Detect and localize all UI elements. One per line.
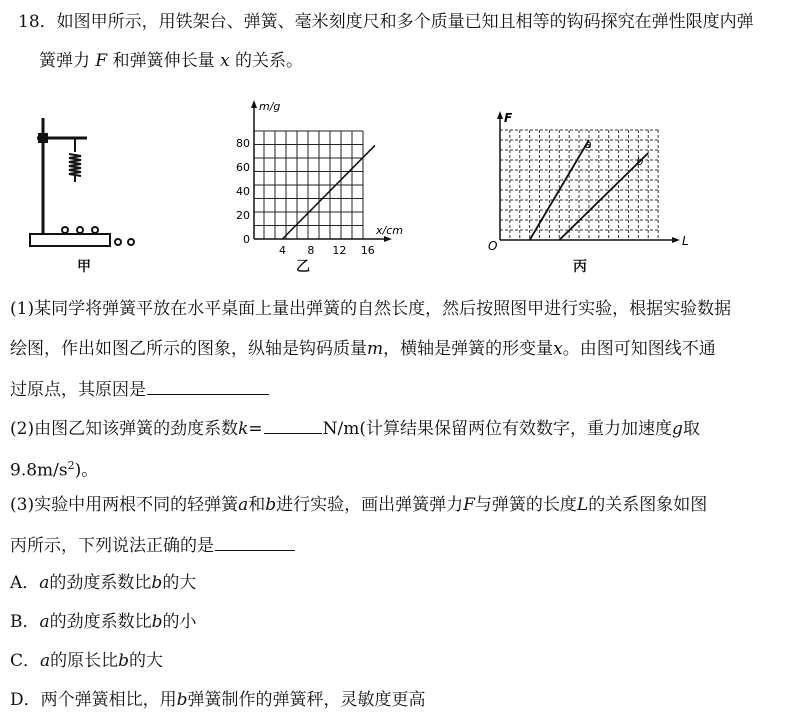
- part2-line2: $9.8m/s^2$)。: [10, 459, 99, 481]
- y-axis-label: m/g: [259, 100, 281, 113]
- option-d[interactable]: D．两个弹簧相比，用b弹簧制作的弹簧秤，灵敏度更高: [10, 690, 426, 710]
- question-stem-line2: 簧弹力 F 和弹簧伸长量 x 的关系。: [39, 51, 304, 71]
- x-axis-arrow: [672, 237, 680, 243]
- option-b[interactable]: B．a的劲度系数比b的小: [10, 612, 197, 632]
- part1-line3: 过原点，其原因是: [10, 377, 270, 401]
- y-tick-label: 80: [236, 137, 250, 150]
- figure-jia: [25, 112, 145, 252]
- part2-line1: (2)由图乙知该弹簧的劲度系数k= N/m(计算结果保留两位有效数字，重力加速度g取: [10, 416, 700, 440]
- caption-jia: 甲: [77, 259, 91, 275]
- stand-clamp: [38, 133, 48, 143]
- answer-blank-2[interactable]: [264, 416, 322, 434]
- line-label-a: a: [584, 138, 592, 151]
- option-a[interactable]: A．a的劲度系数比b的大: [10, 573, 197, 593]
- question-stem-line1: 18．如图甲所示，用铁架台、弹簧、毫米刻度尺和多个质量已知且相等的钩码探究在弹性限度内弹: [18, 12, 754, 32]
- y-axis-label: F: [504, 111, 513, 125]
- figure-yi-chart: [228, 96, 408, 256]
- answer-blank-3[interactable]: [215, 533, 295, 551]
- part1-line2: 绘图，作出如图乙所示的图象，纵轴是钩码质量m，横轴是弹簧的形变量x。由图可知图线不通: [10, 339, 716, 359]
- caption-yi: 乙: [296, 259, 310, 275]
- x-axis-label: x/cm: [376, 224, 403, 237]
- part3-line2: 丙所示，下列说法正确的是: [10, 533, 296, 557]
- x-tick-label: 16: [360, 244, 375, 257]
- y-tick-label: 40: [236, 185, 250, 198]
- part1-line1: (1)某同学将弹簧平放在水平桌面上量出弹簧的自然长度，然后按照图甲进行实验，根据实验数据: [10, 299, 732, 319]
- stand-base: [30, 234, 110, 246]
- y-axis-arrow: [251, 100, 257, 108]
- y-tick-label: 0: [243, 233, 250, 246]
- answer-blank-1[interactable]: [147, 377, 269, 395]
- question-number: 18．: [18, 12, 57, 32]
- x-tick-label: 8: [307, 244, 315, 257]
- x-tick-label: 4: [278, 244, 286, 257]
- part3-line1: (3)实验中用两根不同的轻弹簧a和b进行实验，画出弹簧弹力F与弹簧的长度L的关系图象如图: [10, 495, 708, 515]
- option-c[interactable]: C．a的原长比b的大: [10, 651, 164, 671]
- y-axis-arrow: [497, 111, 503, 119]
- figure-bing-chart: [482, 108, 689, 258]
- data-line-m-x: [282, 145, 374, 239]
- line-label-b: b: [636, 155, 644, 168]
- x-tick-label: 12: [332, 244, 347, 257]
- caption-bing: 丙: [573, 259, 587, 275]
- y-tick-label: 60: [236, 161, 250, 174]
- x-axis-label: L: [682, 234, 689, 248]
- spring-coil: [69, 154, 81, 176]
- y-tick-label: 20: [236, 209, 250, 222]
- origin-label: O: [488, 239, 498, 253]
